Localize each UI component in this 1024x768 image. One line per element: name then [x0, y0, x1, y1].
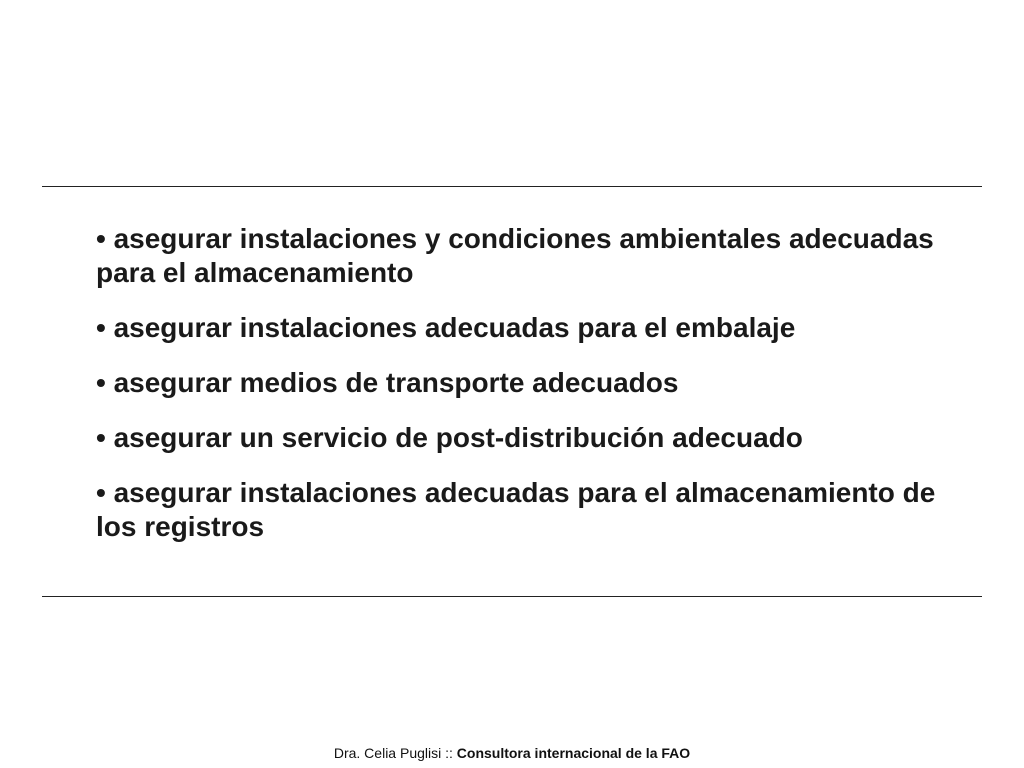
footer-separator: ::	[441, 745, 457, 761]
bullet-icon: •	[96, 477, 106, 508]
top-divider	[42, 186, 982, 187]
bullet-item-4	[96, 421, 956, 455]
bullet-text: asegurar instalaciones adecuadas para el embalaje	[113, 312, 796, 343]
bullet-item-1	[96, 222, 956, 290]
bullet-item-2	[96, 311, 956, 345]
footer	[0, 744, 1024, 762]
bullet-text: asegurar instalaciones y condiciones ambientales adecuadas para el almacenamiento	[96, 223, 934, 288]
footer-author: Dra. Celia Puglisi	[333, 745, 442, 761]
bottom-divider	[42, 596, 982, 597]
bullet-icon: •	[96, 422, 106, 453]
bullet-text: asegurar un servicio de post-distribución adecuado	[113, 422, 803, 453]
bullet-text: asegurar medios de transporte adecuados	[113, 367, 679, 398]
bullet-icon: •	[96, 367, 106, 398]
bullet-icon: •	[96, 223, 106, 254]
bullet-item-5	[96, 476, 956, 544]
bullet-icon: •	[96, 312, 106, 343]
footer-role: Consultora internacional de la FAO	[456, 745, 691, 761]
bullet-item-3	[96, 366, 956, 400]
bullet-list	[96, 222, 956, 565]
bullet-text: asegurar instalaciones adecuadas para el almacenamiento de los registros	[96, 477, 936, 542]
